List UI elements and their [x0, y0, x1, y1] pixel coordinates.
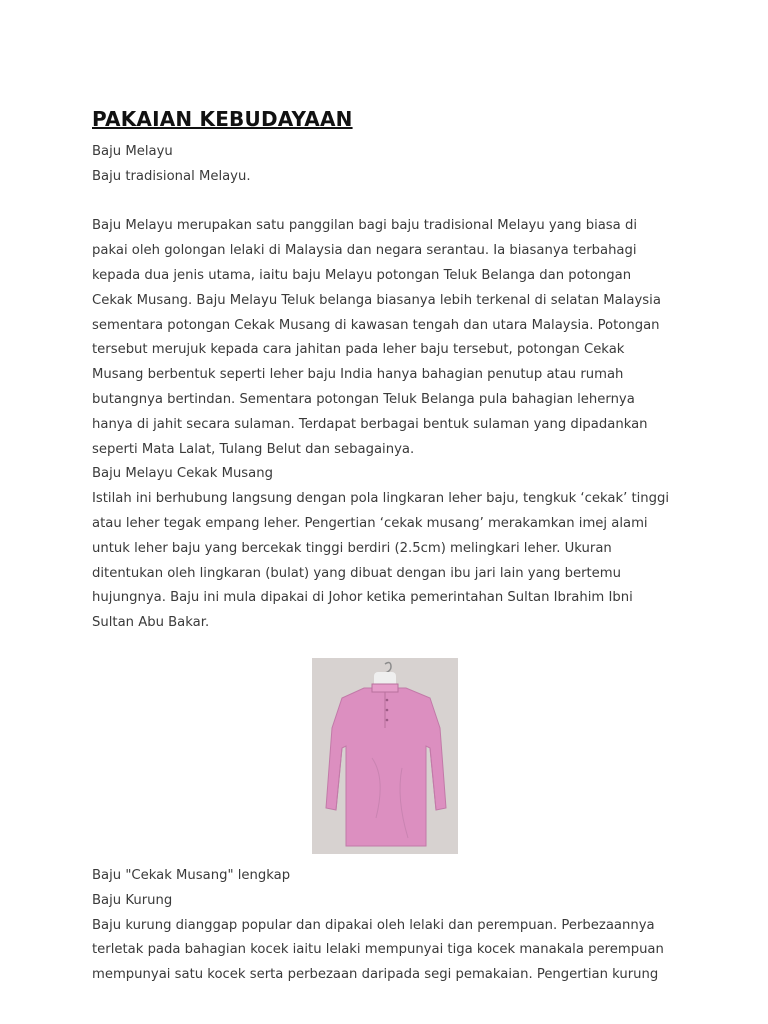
baju-melayu-photo [312, 658, 458, 854]
document-content [92, 104, 672, 988]
paragraph-cekak-musang: Istilah ini berhubung langsung dengan pola lingkaran leher baju, tengkuk ‘cekak’ tinggi atau leher tegak empang leher. Pengertian ‘cekak musang’ merakamkan imej alami untuk leher baju yang bercekak tinggi berdiri (2.5cm) melingkari leher. Ukuran ditentukan oleh lingkaran (bulat) yang dibuat dengan ibu jari lain yang bertemu hujungnya. Baju ini mula dipakai di Johor ketika pemerintahan Sultan Ibrahim Ibni Sultan Abu Bakar. [92, 491, 670, 631]
after-figure-section [92, 864, 672, 988]
document-title: PAKAIAN KEBUDAYAAN [92, 107, 353, 131]
figure-caption: Baju "Cekak Musang" lengkap [92, 867, 291, 883]
section-heading-cekak-musang: Baju Melayu Cekak Musang [92, 466, 273, 482]
section-subheading: Baju tradisional Melayu. [92, 168, 251, 184]
section-heading-baju-melayu: Baju Melayu [92, 144, 173, 159]
paragraph-baju-melayu: Baju Melayu merupakan satu panggilan bagi baju tradisional Melayu yang biasa di pakai oleh golongan lelaki di Malaysia dan negara serantau. Ia biasanya terbahagi kepada dua jenis utama, iaitu baju Melayu potongan Teluk Belanga dan potongan Cekak Musang. Baju Melayu Teluk belanga biasanya lebih terkenal di selatan Malaysia sementara potongan Cekak Musang di kawasan tengah dan utara Malaysia. Potongan tersebut merujuk kepada cara jahitan pada leher baju tersebut, potongan Cekak Musang berbentuk seperti leher baju India hanya bahagian penutup atau rumah butangnya bertindan. Sementara potongan Teluk Belanga pula bahagian lehernya hanya di jahit secara sulaman. Terdapat berbagai bentuk sulaman yang dipadankan seperti Mata Lalat, Tulang Belut dan sebagainya. [92, 218, 661, 457]
paragraph-baju-kurung: Baju kurung dianggap popular dan dipakai oleh lelaki dan perempuan. Perbezaannya terletak pada bahagian kocek iaitu lelaki mempunyai tiga kocek manakala perempuan mempunyai satu kocek serta perbezaan daripada segi pemakaian. Pengertian kurung [92, 917, 664, 983]
pink-shirt-illustration [312, 658, 458, 854]
paragraph-gap [92, 190, 672, 215]
figure [92, 658, 672, 856]
section-heading-baju-kurung: Baju Kurung [92, 892, 173, 908]
